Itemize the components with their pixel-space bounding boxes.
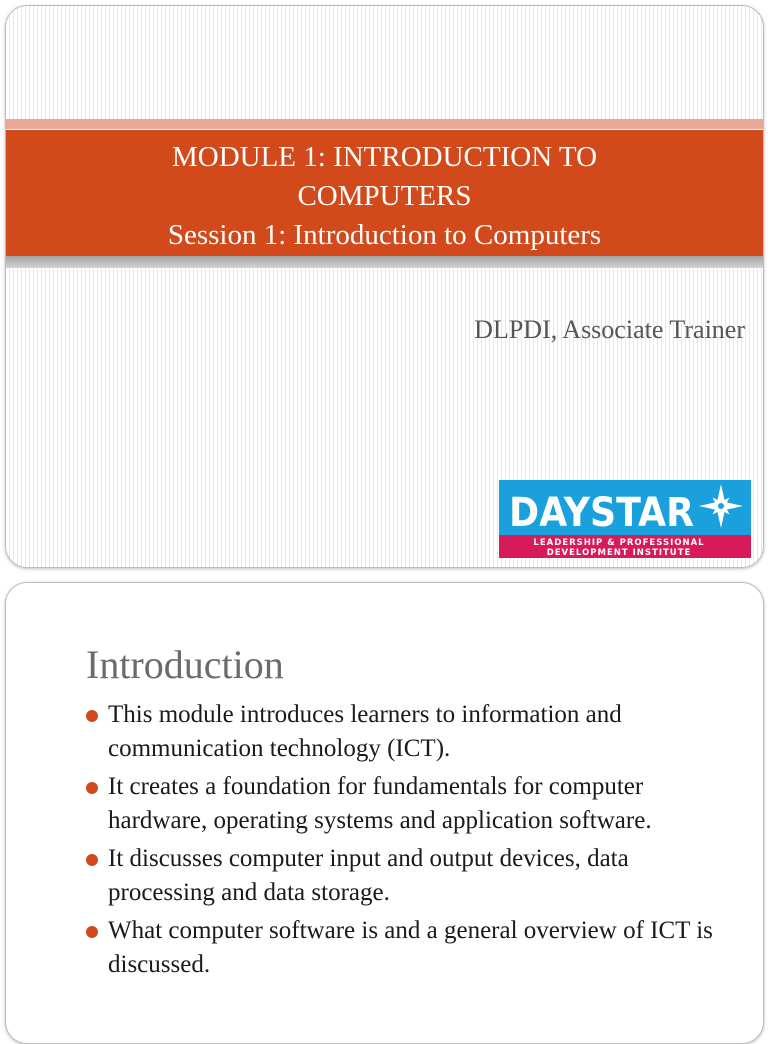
title-band xyxy=(6,130,763,256)
logo-wordmark: DAYSTAR xyxy=(509,490,694,536)
slide-title-line-1: MODULE 1: INTRODUCTION TO xyxy=(171,141,598,173)
slide-subtitle-session: Session 1: Introduction to Computers xyxy=(167,219,602,251)
presenter-subtitle: DLPDI, Associate Trainer xyxy=(474,315,745,344)
title-band-accent xyxy=(6,119,763,129)
daystar-logo xyxy=(499,480,751,558)
bullet-item xyxy=(84,770,724,838)
bullet-dot-icon xyxy=(86,782,98,794)
bullet-item xyxy=(84,842,724,910)
bullet-dot-icon xyxy=(86,926,98,938)
bullet-dot-icon xyxy=(86,710,98,722)
bullet-text: This module introduces learners to information and communication technology (ICT). xyxy=(108,701,622,762)
title-slide xyxy=(5,5,764,568)
slide-heading: Introduction xyxy=(86,642,284,687)
bullet-text: What computer software is and a general overview of ICT is discussed. xyxy=(108,917,713,978)
logo-tagline-1: LEADERSHIP & PROFESSIONAL xyxy=(533,538,705,548)
slide-title-line-2: COMPUTERS xyxy=(297,180,472,212)
introduction-slide xyxy=(5,582,764,1044)
logo-tagline-2: DEVELOPMENT INSTITUTE xyxy=(546,548,692,558)
bullet-list xyxy=(84,698,724,986)
bullet-item xyxy=(84,914,724,982)
title-band-shadow xyxy=(6,256,763,268)
bullet-item xyxy=(84,698,724,766)
bullet-text: It discusses computer input and output devices, data processing and data storage. xyxy=(108,845,629,906)
bullet-text: It creates a foundation for fundamentals for computer hardware, operating systems and application software. xyxy=(108,773,652,834)
bullet-dot-icon xyxy=(86,854,98,866)
